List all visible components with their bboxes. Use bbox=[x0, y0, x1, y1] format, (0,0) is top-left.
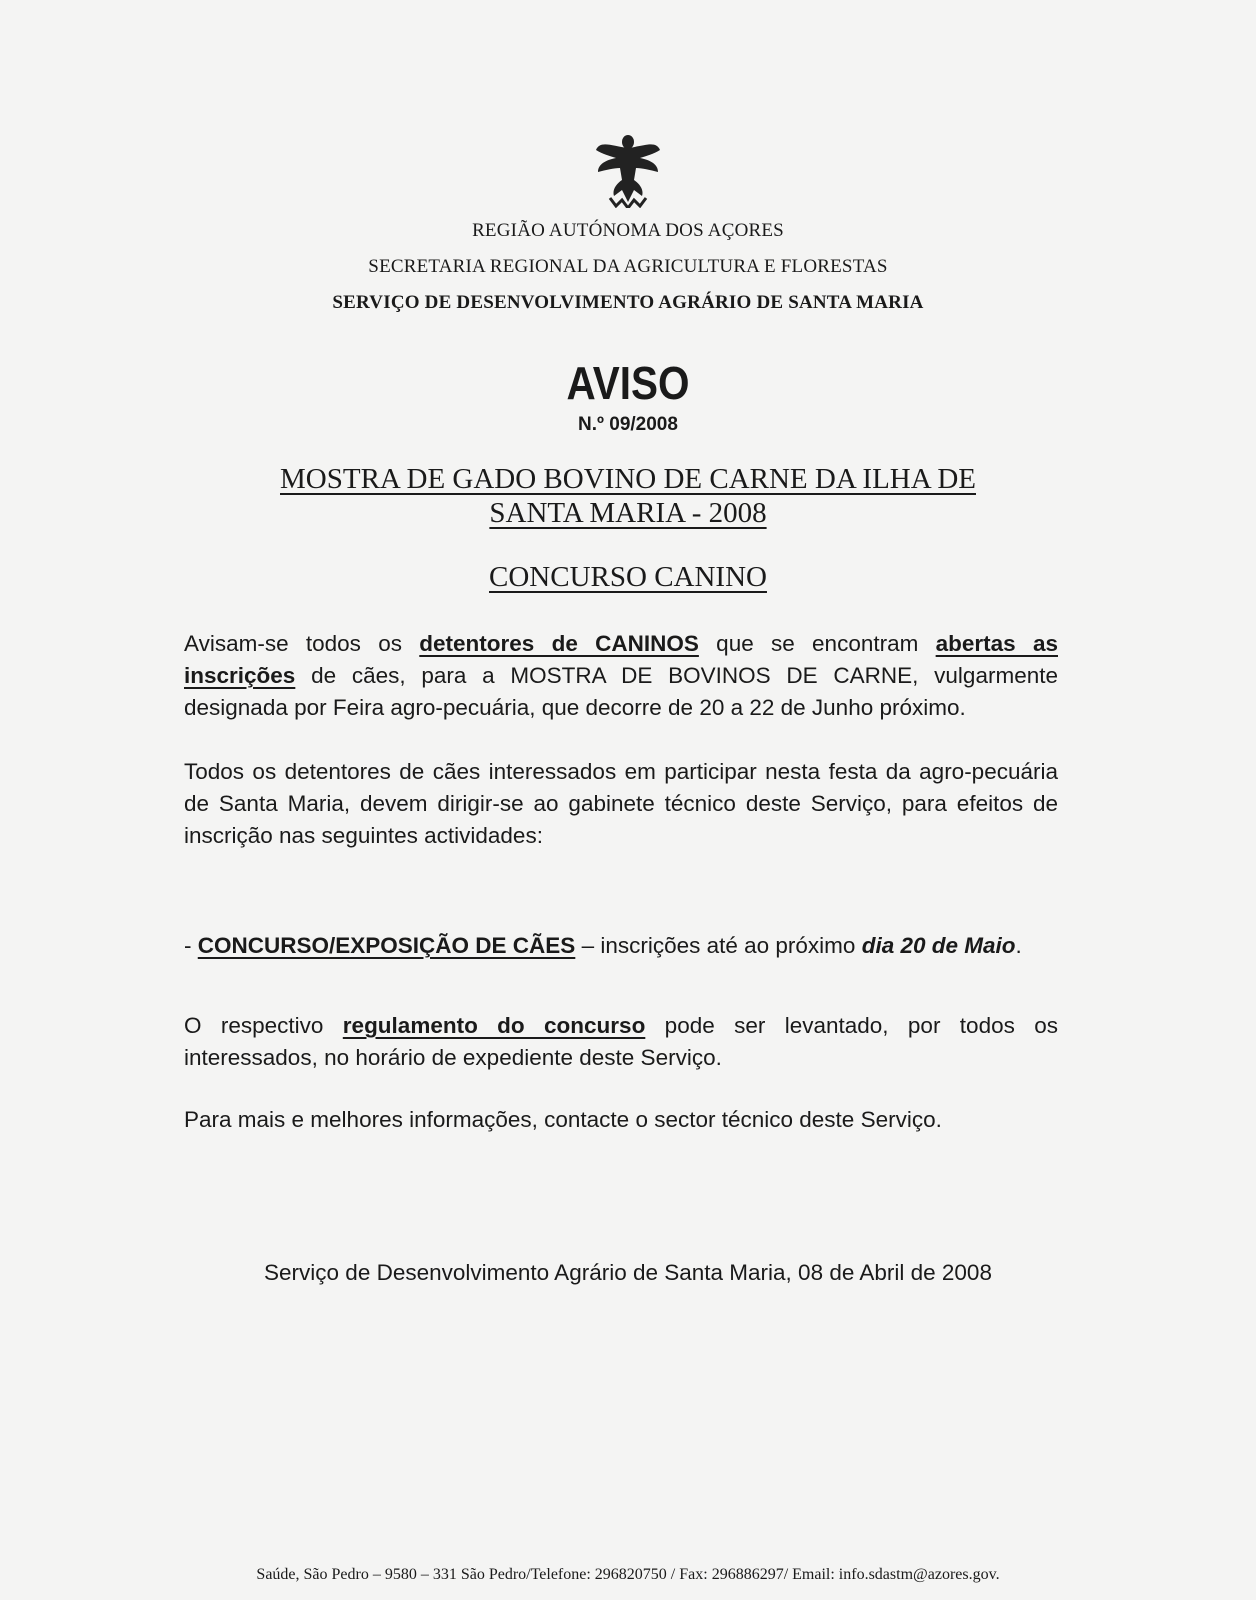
secretariat-heading: SECRETARIA REGIONAL DA AGRICULTURA E FLORESTAS bbox=[368, 256, 888, 277]
eagle-crest-icon bbox=[592, 132, 664, 208]
activity-name: CONCURSO/EXPOSIÇÃO DE CÃES bbox=[197, 933, 576, 958]
paragraph-opening: Avisam-se todos os detentores de CANINOS que se encontram abertas as inscrições de cães, para a MOSTRA DE BOVINOS DE CARNE, vulgarmente designada por Feira agro-pecuária, que decorre de 20 a 22 de Junho próximo. bbox=[184, 631, 1058, 720]
highlight-holders: detentores de CANINOS bbox=[419, 631, 699, 656]
paragraph-instructions: Todos os detentores de cães interessados em participar nesta festa da agro-pecuária de Santa Maria, devem dirigir-se ao gabinete técnico deste Serviço, para efeitos de inscrição nas seguintes actividades: bbox=[184, 759, 1058, 848]
region-heading: REGIÃO AUTÓNOMA DOS AÇORES bbox=[472, 220, 784, 241]
notice-title: AVISO bbox=[566, 357, 690, 409]
activity-item: - CONCURSO/EXPOSIÇÃO DE CÃES – inscrições até ao próximo dia 20 de Maio. bbox=[184, 933, 1022, 958]
paragraph-regulation: O respectivo regulamento do concurso pode ser levantado, por todos os interessados, no horário de expediente deste Serviço. bbox=[184, 1013, 1058, 1070]
event-title-line2: SANTA MARIA - 2008 bbox=[489, 497, 767, 529]
signature-line: Serviço de Desenvolvimento Agrário de Santa Maria, 08 de Abril de 2008 bbox=[264, 1260, 992, 1285]
highlight-regulation: regulamento do concurso bbox=[342, 1013, 646, 1038]
footer-contact: Saúde, São Pedro – 9580 – 331 São Pedro/Telefone: 296820750 / Fax: 296886297/ Email: info.sdastm@azores.gov. bbox=[256, 1566, 1000, 1583]
activity-deadline: dia 20 de Maio bbox=[861, 933, 1016, 958]
service-heading: SERVIÇO DE DESENVOLVIMENTO AGRÁRIO DE SANTA MARIA bbox=[332, 292, 924, 313]
event-subtitle: CONCURSO CANINO bbox=[489, 561, 767, 593]
paragraph-contact: Para mais e melhores informações, contacte o sector técnico deste Serviço. bbox=[184, 1107, 942, 1132]
event-title-line1: MOSTRA DE GADO BOVINO DE CARNE DA ILHA DE bbox=[280, 463, 976, 495]
notice-number: N.º 09/2008 bbox=[578, 414, 678, 435]
highlight-registrations: abertas as inscrições bbox=[184, 631, 1058, 688]
